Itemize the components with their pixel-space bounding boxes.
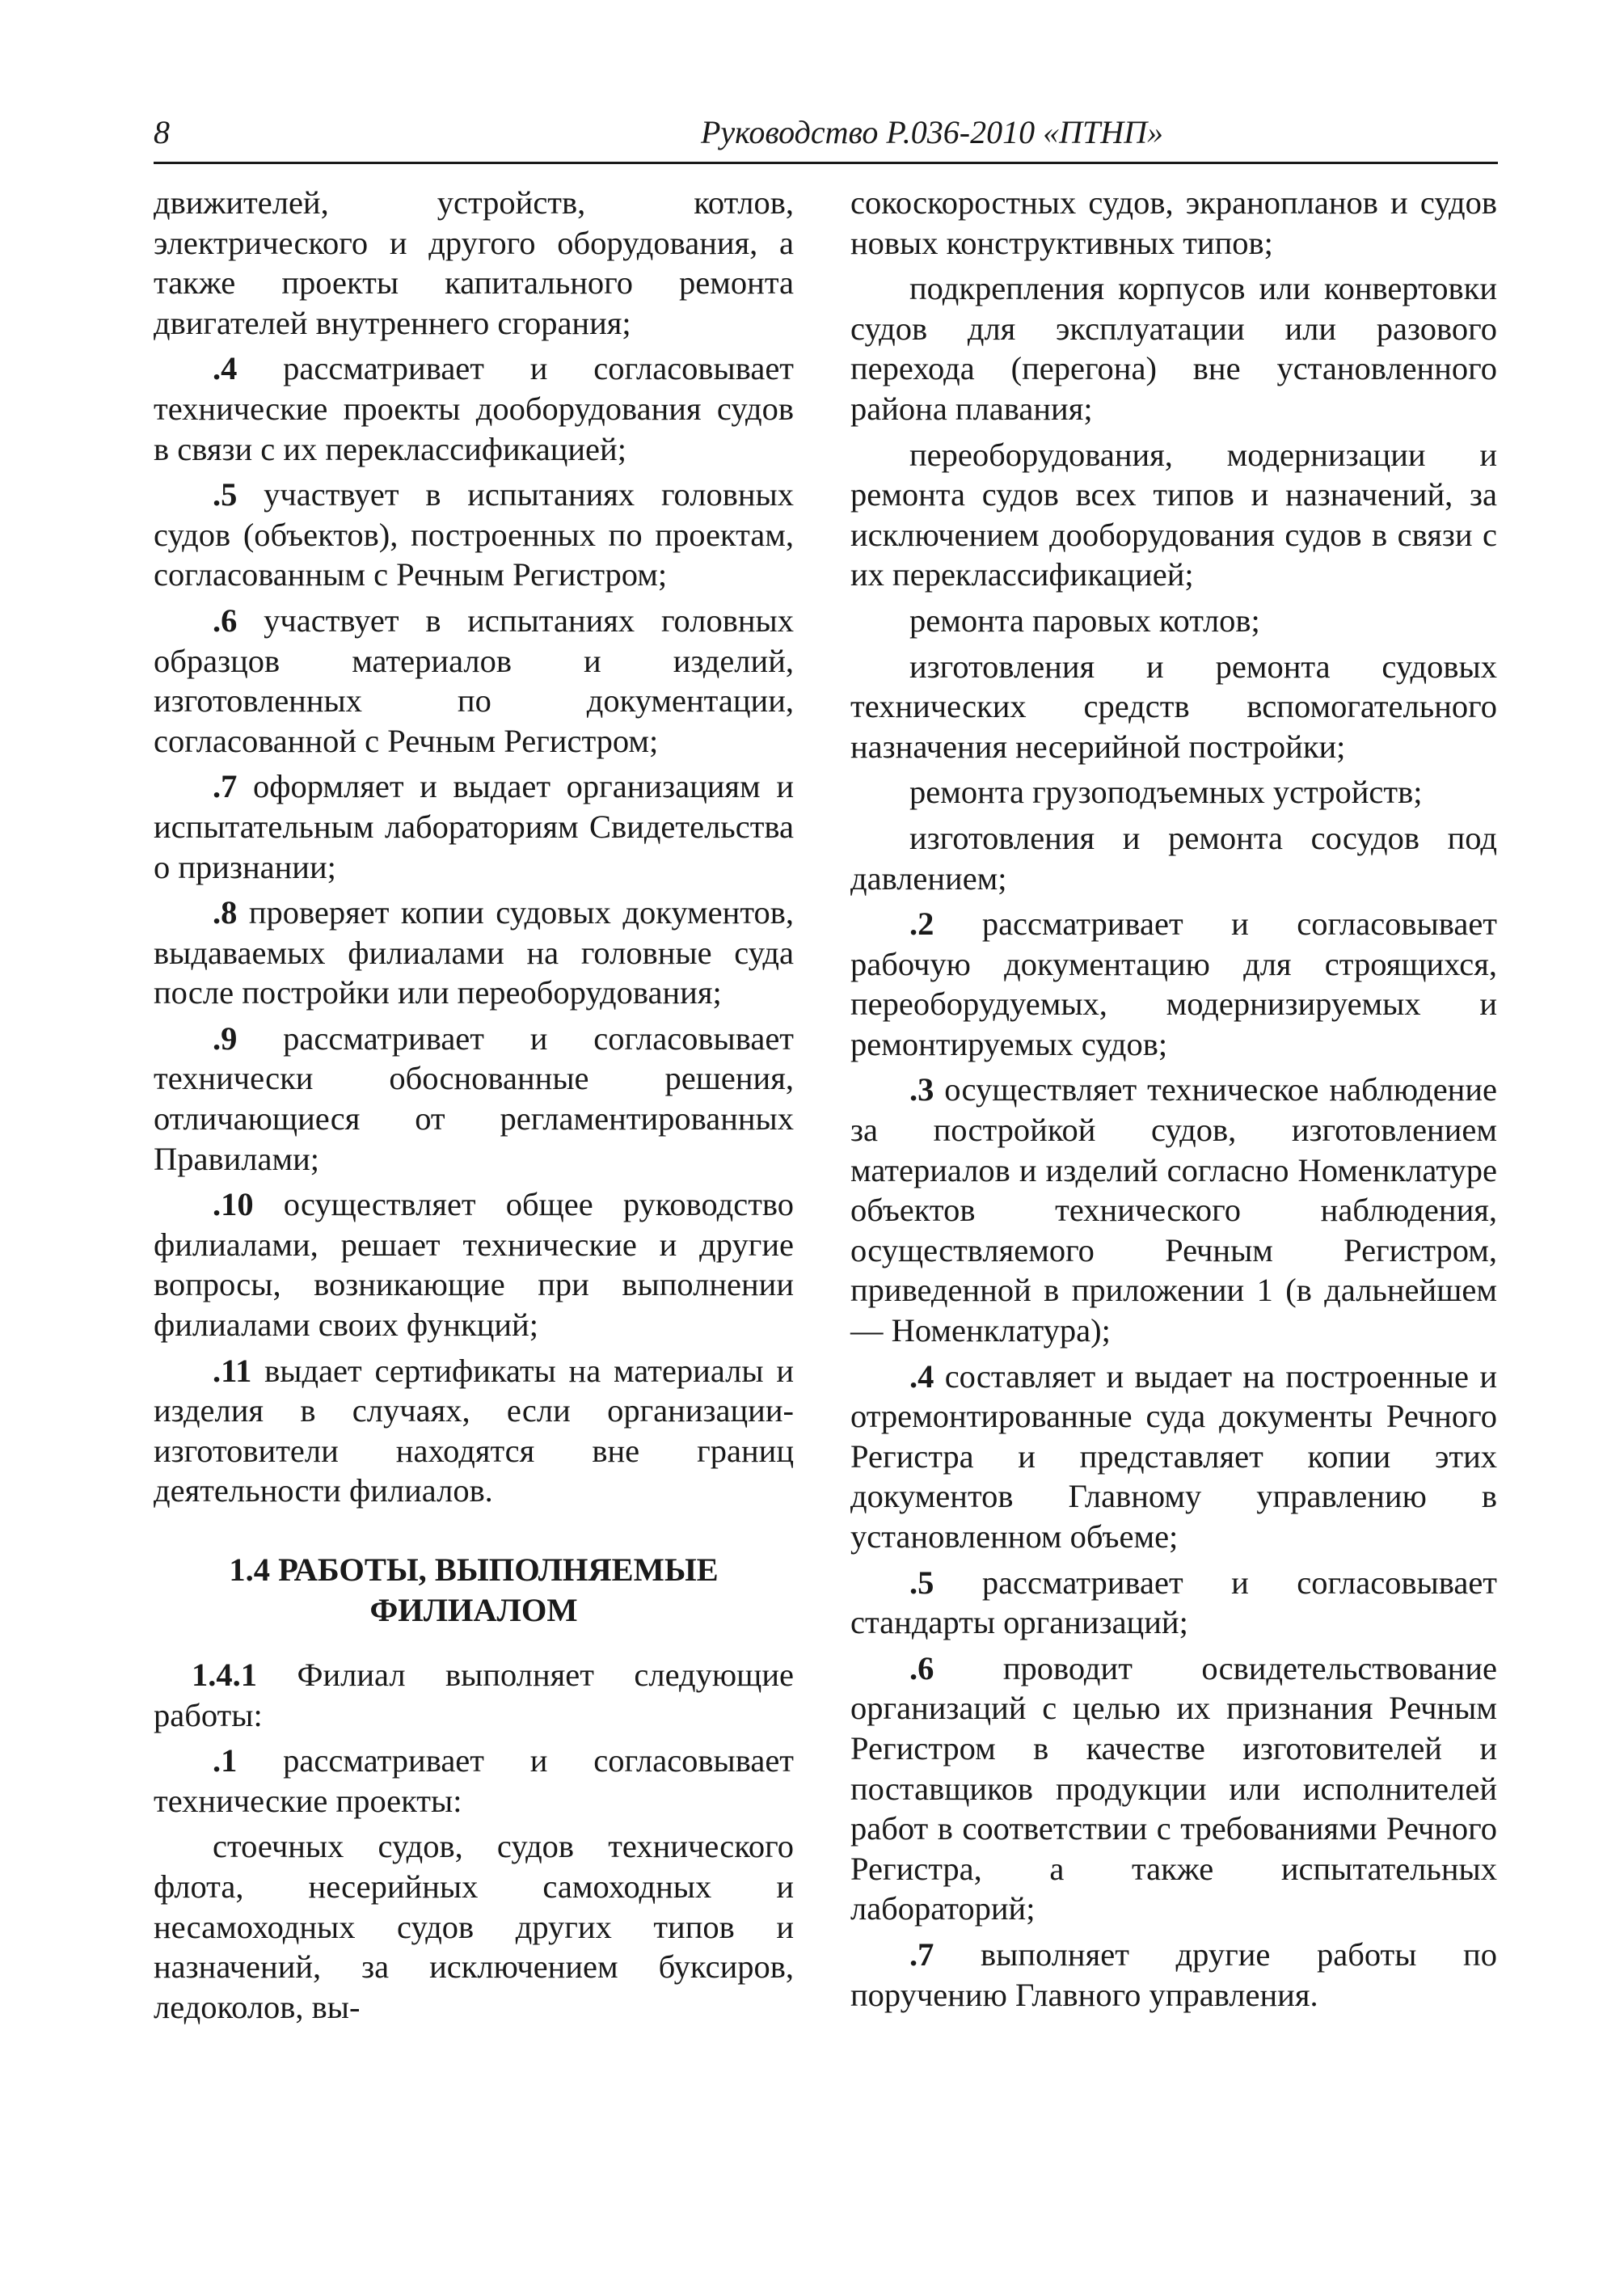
item-number: .4 <box>213 350 238 387</box>
item-number: .4 <box>909 1357 934 1395</box>
item-number: .7 <box>909 1935 934 1973</box>
list-item <box>154 1019 794 1179</box>
item-text: проводит освидетельствование организаций с целью их признания Речным Регистром в качестве изготовителей и поставщиков продукции или исполнителей работ в соответствии с требованиями Речного Регистра, а также испытательных лабораторий; <box>850 1649 1497 1927</box>
sub-item: стоечных судов, судов технического флота, несерийных самоходных и несамоходных судов других типов и назначений, за исключением буксиров, ледоколов, вы- <box>154 1828 794 2025</box>
item-text: участвует в испытаниях головных судов (объектов), построенных по проектам, согласованным с Речным Регистром; <box>154 476 794 593</box>
item-number: .1 <box>213 1742 238 1779</box>
item-number: .6 <box>909 1649 934 1686</box>
list-item <box>154 1184 794 1344</box>
item-number: .3 <box>909 1071 934 1108</box>
list-item <box>154 348 794 469</box>
section-heading-line: ФИЛИАЛОМ <box>369 1592 578 1628</box>
section-heading-line: 1.4 РАБОТЫ, ВЫПОЛНЯЕМЫЕ <box>229 1551 719 1588</box>
section-heading <box>154 1550 794 1631</box>
item-text: осуществляет техническое наблюдение за постройкой судов, изготовлением материалов и изделий согласно Номенклатуре объектов технического наблюдения, осуществляемого Речным Регистром, приведенной в приложении 1 (в дальнейшем — Номенклатура); <box>850 1071 1497 1349</box>
item-number: .2 <box>909 905 934 943</box>
sub-item: изготовления и ремонта судовых технических средств вспомогательного назначения несерийной постройки; <box>850 648 1497 765</box>
item-number: .11 <box>213 1352 252 1389</box>
right-column <box>850 183 1497 2020</box>
list-item <box>154 1351 794 1511</box>
sub-item: ремонта грузоподъемных устройств; <box>909 774 1423 811</box>
clause-paragraph <box>154 1655 794 1735</box>
item-text: выдает сертификаты на материалы и изделия в случаях, если организации-изготовители находятся вне границ деятельности филиалов. <box>154 1352 794 1509</box>
sub-item: ремонта паровых котлов; <box>909 601 1260 639</box>
sub-item: переоборудования, модернизации и ремонта судов всех типов и назначений, за исключением дооборудования судов в связи с их переклассификацией; <box>850 436 1497 593</box>
item-text: рассматривает и согласовывает технические проекты: <box>154 1742 794 1819</box>
continued-paragraph: сокоскоростных судов, экранопланов и судов новых конструктивных типов; <box>850 184 1497 261</box>
item-text: участвует в испытаниях головных образцов материалов и изделий, изготовленных по документации, согласованной с Речным Регистром; <box>154 601 794 759</box>
page-number: 8 <box>154 114 170 150</box>
list-item <box>154 475 794 595</box>
list-item <box>850 1935 1497 2015</box>
list-item <box>154 1741 794 1821</box>
item-text: осуществляет общее руководство филиалами, решает технические и другие вопросы, возникающие при выполнении филиалами своих функций; <box>154 1186 794 1344</box>
list-item <box>154 893 794 1013</box>
item-text: составляет и выдает на построенные и отремонтированные суда документы Речного Регистра и представляет копии этих документов Главному управлению в установленном объеме; <box>850 1357 1497 1555</box>
list-item <box>850 1648 1497 1929</box>
item-text: оформляет и выдает организациям и испытательным лабораториям Свидетельства о признании; <box>154 768 794 885</box>
item-number: .5 <box>909 1564 934 1601</box>
clause-text: Филиал выполняет следующие работы: <box>154 1657 794 1733</box>
item-text: рассматривает и согласовывает технически обоснованные решения, отличающиеся от регламентированных Правилами; <box>154 1019 794 1177</box>
item-text: рассматривает и согласовывает стандарты организаций; <box>850 1564 1497 1641</box>
item-number: .6 <box>213 601 238 639</box>
item-number: .8 <box>213 894 238 931</box>
item-text: выполняет другие работы по поручению Главного управления. <box>850 1935 1497 2013</box>
item-text: рассматривает и согласовывает рабочую документацию для строящихся, переоборудуемых, модернизируемых и ремонтируемых судов; <box>850 905 1497 1062</box>
item-number: .9 <box>213 1019 238 1057</box>
list-item <box>154 601 794 761</box>
continued-paragraph: движителей, устройств, котлов, электрического и другого оборудования, а также проекты капитального ремонта двигателей внутреннего сгорания; <box>154 184 794 341</box>
sub-item: подкрепления корпусов или конвертовки судов для эксплуатации или разового перехода (перегона) вне установленного района плавания; <box>850 270 1497 427</box>
page-header <box>154 112 1498 164</box>
item-number: .5 <box>213 476 238 513</box>
sub-item: изготовления и ремонта сосудов под давлением; <box>850 819 1497 897</box>
clause-number: 1.4.1 <box>192 1657 257 1693</box>
item-number: .10 <box>213 1186 254 1223</box>
item-number: .7 <box>213 768 238 805</box>
list-item <box>850 904 1497 1064</box>
list-item <box>850 1070 1497 1350</box>
item-text: рассматривает и согласовывает технические проекты дооборудования судов в связи с их переклассификацией; <box>154 350 794 467</box>
item-text: проверяет копии судовых документов, выдаваемых филиалами на головные суда после постройки или переоборудования; <box>154 894 794 1011</box>
list-item <box>154 766 794 887</box>
list-item <box>850 1563 1497 1643</box>
running-title: Руководство Р.036-2010 «ПТНП» <box>700 114 1164 150</box>
list-item <box>850 1357 1497 1557</box>
left-column <box>154 183 794 2032</box>
